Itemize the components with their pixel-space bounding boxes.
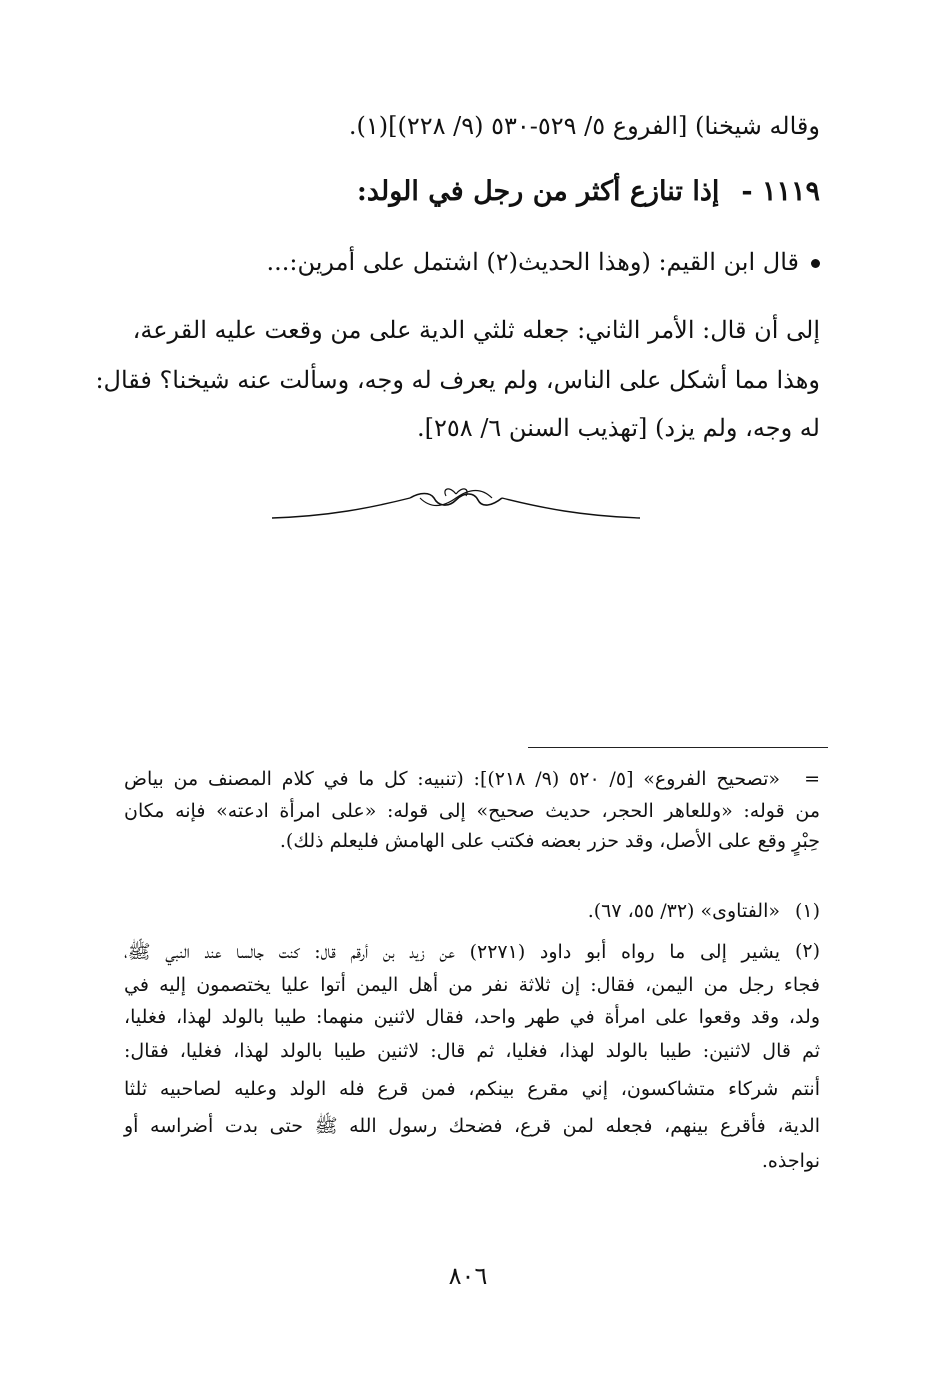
quote-bullet-text: قال ابن القيم: (وهذا الحديث(٢) اشتمل على أمرين:... bbox=[266, 248, 799, 276]
footnote-2-line-2: فجاء رجل من اليمن، فقال: إن ثلاثة نفر من أهل اليمن أتوا عليا يختصمون إليه في bbox=[124, 974, 820, 996]
bullet-icon bbox=[811, 259, 820, 268]
paragraph-line-2: وهذا مما أشكل على الناس، ولم يعرف له وجه، وسألت عنه شيخنا؟ فقال: bbox=[95, 366, 820, 394]
page-number: ٨٠٦ bbox=[448, 1262, 488, 1290]
main-text-line-1: وقاله شيخنا) [الفروع ٥/ ٥٢٩-٥٣٠ (٩/ ٢٢٨)](١). bbox=[348, 112, 820, 140]
footnote-2-line-7: نواجذه. bbox=[761, 1150, 820, 1172]
section-number: ١١١٩ - bbox=[741, 176, 820, 207]
footnote-continuation-line-3: حِبْرٍ وقع على الأصل، وقد حزر بعضه فكتب على الهامش فليعلم ذلك). bbox=[279, 830, 820, 852]
paragraph-line-1: إلى أن قال: الأمر الثاني: جعله ثلثي الدية على من وقعت عليه القرعة، bbox=[132, 316, 820, 344]
quote-bullet-line bbox=[266, 248, 820, 277]
footnote-2-line-1: يشير إلى ما رواه أبو داود (٢٢٧١) عن زيد بن أرقم قال: كنت جالسا عند النبي ﷺ، bbox=[124, 941, 780, 963]
paragraph-line-3: له وجه، ولم يزد) [تهذيب السنن ٦/ ٢٥٨]. bbox=[417, 414, 820, 442]
footnote-2-label: (٢) bbox=[794, 940, 820, 962]
footnote-2-line-5: أنتم شركاء متشاكسون، إني مقرع بينكم، فمن قرع فله الولد وعليه لصاحبيه ثلثا bbox=[124, 1078, 820, 1100]
footnote-2-line-3: ولد، وقد وقعوا على امرأة في طهر واحد، فقال لاثنين منهما: طيبا بالولد لهذا، فغليا، bbox=[124, 1006, 820, 1028]
footnote-2-line-4: ثم قال لاثنين: طيبا بالولد لهذا، فغليا، ثم قال: لاثنين طيبا بالولد لهذا، فغليا، فقال: bbox=[124, 1040, 820, 1062]
footnote-2-line-6: الدية، فأقرع بينهم، فجعله لمن قرع، فضحك رسول الله ﷺ حتى بدت أضراسه أو bbox=[124, 1115, 821, 1137]
section-title: إذا تنازع أكثر من رجل في الولد: bbox=[356, 176, 720, 207]
footnote-continuation-marker: = bbox=[804, 768, 820, 790]
footnote-1-text: «الفتاوى» (٣٢/ ٥٥، ٦٧). bbox=[587, 900, 780, 922]
footnote-separator bbox=[528, 747, 828, 748]
section-heading bbox=[357, 176, 820, 208]
footnote-continuation-line-2: من قوله: «وللعاهر الحجر، حديث صحيح» إلى قوله: «على امرأة ادعته» فإنه مكان bbox=[124, 800, 820, 822]
ornament-divider-icon bbox=[270, 478, 642, 524]
footnote-1-label: (١) bbox=[794, 900, 820, 922]
footnote-continuation-line-1: «تصحيح الفروع» [٥/ ٥٢٠ (٩/ ٢١٨)]: (تنبيه: كل ما في كلام المصنف من بياض bbox=[124, 768, 780, 790]
